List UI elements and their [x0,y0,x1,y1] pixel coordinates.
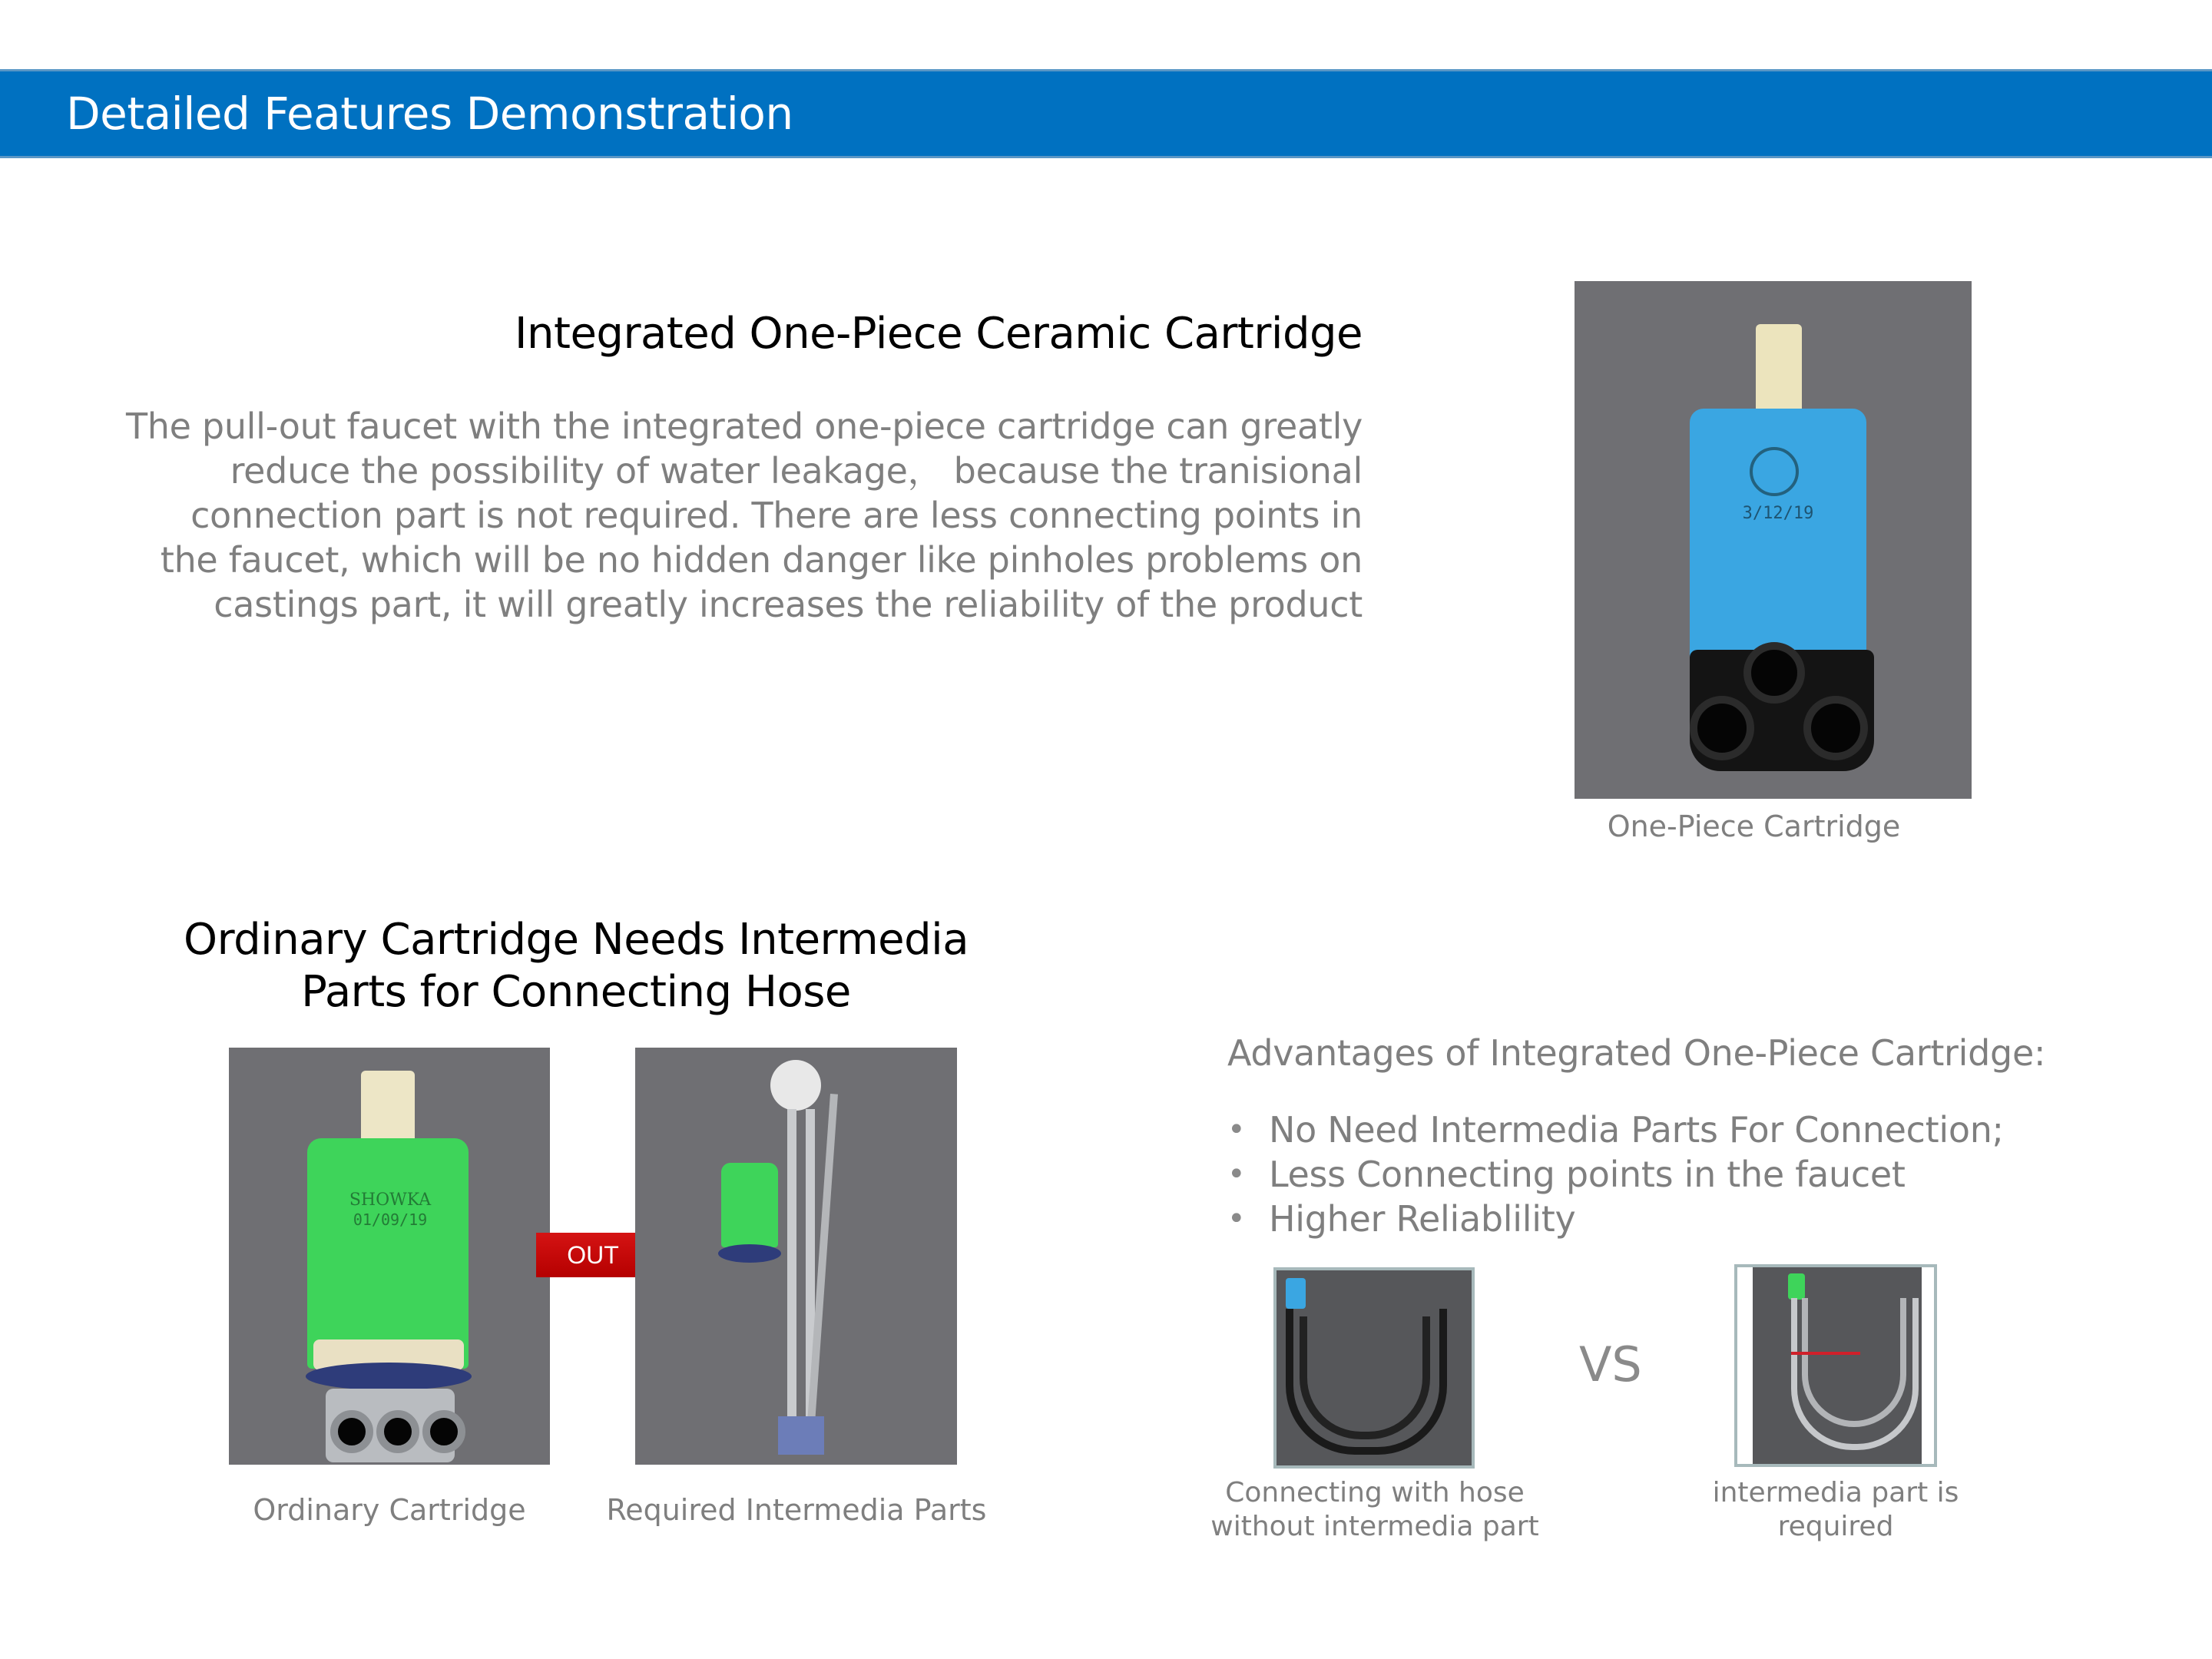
mounting-plate [770,1060,821,1111]
intermedia-parts-photo [635,1048,957,1465]
ordinary-cartridge-photo [229,1048,550,1465]
advantage-item: • Less Connecting points in the faucet [1227,1152,2149,1197]
black-hose [1300,1316,1430,1439]
integrated-description [77,404,1363,627]
integrated-heading: Integrated One-Piece Ceramic Cartridge [514,309,1363,359]
hose-fitting [778,1416,824,1455]
description-line: castings part, it will greatly increases the reliability of the product [214,584,1363,625]
mini-cartridge [721,1163,778,1247]
green-cartridge-top [1788,1273,1805,1300]
vs-label: VS [1579,1336,1642,1392]
cartridge-body [307,1138,469,1369]
hose-photo-bg [1277,1270,1472,1465]
hose-left [787,1109,796,1447]
cartridge-stem [1756,324,1802,416]
cartridge-marking: 3/12/19 [1742,504,1814,523]
cartridge-hole [1803,696,1868,760]
page-title: Detailed Features Demonstration [66,88,793,140]
cartridge-hole [1690,696,1754,760]
mini-cartridge-base [718,1244,781,1263]
advantages-list [1227,1108,2149,1241]
ordinary-heading-line: Ordinary Cartridge Needs Intermedia [183,915,969,965]
cartridge-disc [306,1363,472,1390]
advantage-item: • Higher Reliablility [1227,1197,2149,1241]
description-line: the faucet, which will be no hidden danger like pinholes problems on [160,539,1363,581]
cartridge-marking-date: 01/09/19 [353,1210,428,1229]
advantage-item: • No Need Intermedia Parts For Connection; [1227,1108,2149,1152]
caption-line: intermedia part is [1712,1477,1959,1508]
hose-with-intermedia-caption [1659,1476,2012,1544]
one-piece-cartridge-photo [1575,281,1972,799]
cartridge-hole [1743,642,1805,704]
description-line: The pull-out faucet with the integrated one-piece cartridge can greatly [125,406,1363,447]
connector-hole [422,1410,465,1453]
connector-hole [330,1410,373,1453]
out-badge: OUT [536,1233,650,1277]
red-arrow-icon [1791,1352,1860,1355]
one-piece-cartridge-caption: One-Piece Cartridge [1607,810,1901,843]
description-line: connection part is not required. There are less connecting points in [190,495,1363,536]
caption-line: Connecting with hose [1225,1477,1525,1508]
ordinary-cartridge-caption: Ordinary Cartridge [253,1493,526,1527]
caption-line: without intermedia part [1210,1511,1539,1542]
advantages-heading: Advantages of Integrated One-Piece Cartridge: [1227,1032,2046,1074]
header-bar [0,69,2212,158]
caption-line: required [1777,1511,1894,1542]
hose-photo-bg [1753,1267,1922,1464]
intermedia-parts-caption: Required Intermedia Parts [606,1493,987,1527]
ordinary-heading [115,914,1037,1018]
blue-cartridge-top [1286,1278,1306,1309]
ordinary-heading-line: Parts for Connecting Hose [301,967,851,1017]
cartridge-marking-brand: SHOWKA [349,1190,432,1210]
hose-without-intermedia-photo [1273,1267,1475,1469]
steel-hose [1802,1298,1906,1427]
hose-with-intermedia-photo [1734,1264,1937,1467]
hose-without-intermedia-caption [1198,1476,1551,1544]
cartridge-logo-icon [1750,447,1799,496]
description-line: reduce the possibility of water leakage， because the tranisional [230,450,1363,492]
connector-hole [376,1410,419,1453]
